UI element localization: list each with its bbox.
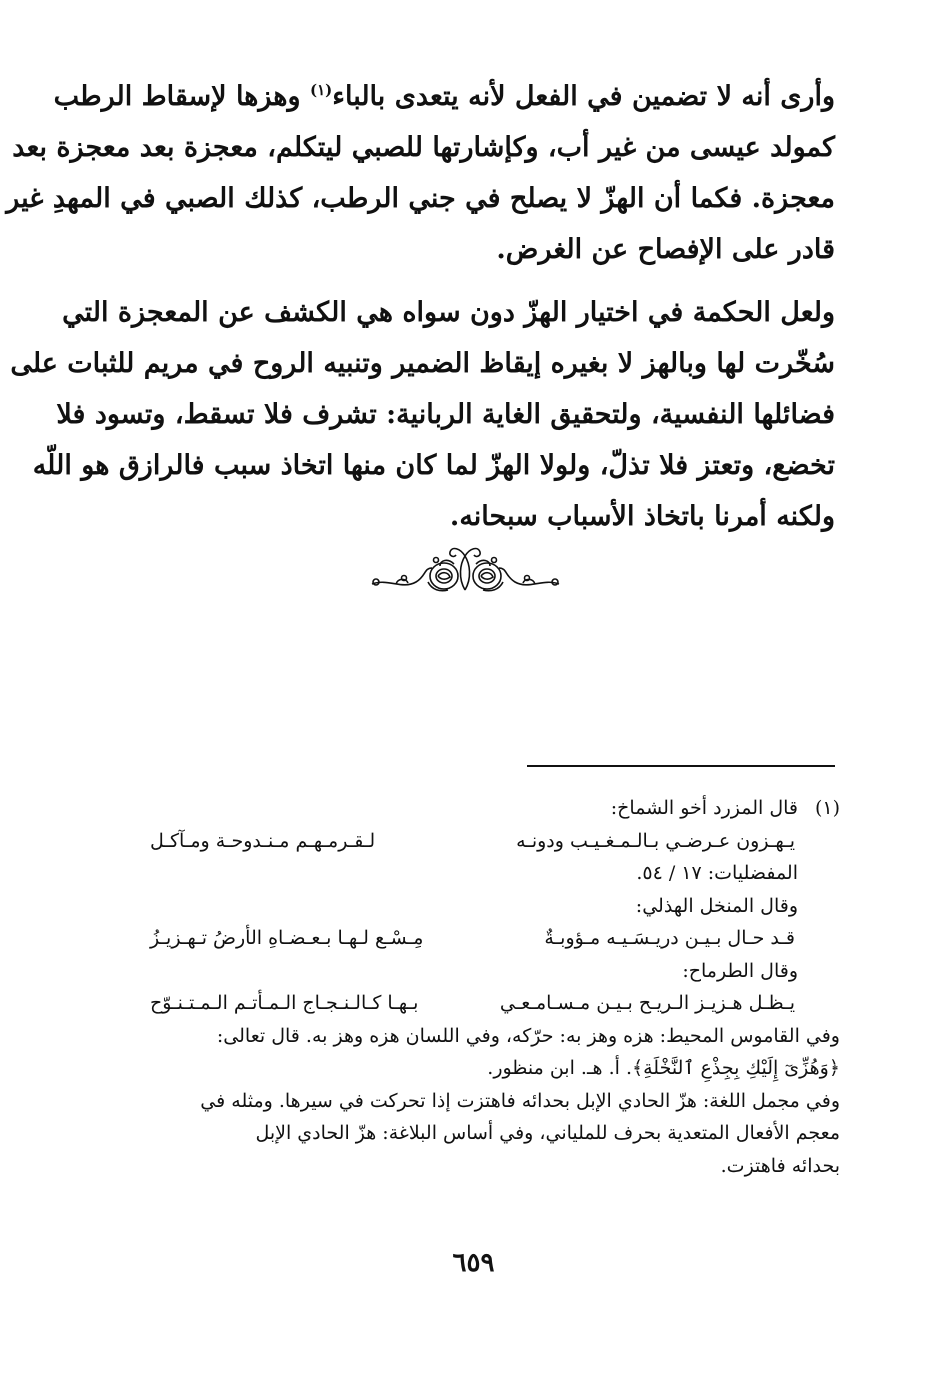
- footnote-qamus: وفي القاموس المحيط: هزه وهز به: حرّكه، وفي اللسان هزه وهز به. قال تعالى:: [216, 1024, 840, 1047]
- footnote-mujmal-line-3: بحدائه فاهتزت.: [720, 1154, 840, 1177]
- paragraph-2-line-5: ولكنه أمرنا باتخاذ الأسباب سبحانه.: [449, 501, 835, 532]
- footnote-intro-3: وقال الطرماح:: [682, 959, 798, 982]
- paragraph-2-line-1: ولعل الحكمة في اختيار الهزّ دون سواه هي الكشف عن المعجزة التي: [62, 297, 835, 328]
- footnote-source-1: المفضليات: ١٧ / ٥٤.: [636, 862, 798, 884]
- footnote-intro-2: وقال المنخل الهذلي:: [635, 894, 798, 917]
- paragraph-2: [10, 287, 835, 542]
- footnote-1-intro: (١)قال المزرد أخو الشماخ:: [95, 792, 840, 825]
- paragraph-1: [6, 71, 835, 275]
- verse-3-second-hemistich: بـهـا كـالـنـجـاج الـمـأتـم الـمـتـنـوّح: [150, 992, 419, 1014]
- paragraph-1-line-2: كمولد عيسى من غير أب، وكإشارتها للصبي ليتكلم، معجزة بعد معجزة بعد: [12, 132, 835, 163]
- footnote-marker: (١): [309, 81, 333, 99]
- footnote-mujmal-line-1: وفي مجمل اللغة: هزّ الحادي الإبل بحدائه فاهتزت إذا تحركت في سيرها. ومثله في: [200, 1089, 840, 1112]
- verse-1-second-hemistich: لـقـرمـهـم مـنـدوحـة ومـآكـل: [150, 829, 376, 852]
- verse-3: [95, 987, 840, 1020]
- paragraph-1-line-1: وأرى أنه لا تضمين في الفعل لأنه يتعدى بالباء$^{(١)}$ وهزها لإسقاط الرطب: [53, 81, 835, 112]
- floral-ornament-icon: [368, 538, 563, 600]
- verse-2-first-hemistich: قـد حـال بـيـن دريـسَـيـه مـؤوبـةٌ: [544, 927, 795, 949]
- verse-1-first-hemistich: يـهـزون عـرضـي بـالـمـغـيـب ودونـه: [516, 829, 795, 852]
- footnotes: [95, 792, 840, 1182]
- verse-2: [95, 922, 840, 955]
- verse-1: [95, 825, 840, 858]
- paragraph-2-line-4: تخضع، وتعتز فلا تذلّ، ولولا الهزّ لما كان منها اتخاذ سبب فالرازق هو اللّه: [32, 450, 835, 481]
- paragraph-1-line-4: قادر على الإفصاح عن الغرض.: [496, 234, 835, 265]
- verse-2-second-hemistich: مِـسْـع لـهـا بـعـضـاهِ الأرضُ تـهـزيـزُ: [150, 927, 424, 949]
- footnote-mujmal-line-2: معجم الأفعال المتعدية بحرف للملياني، وفي أساس البلاغة: هزّ الحادي الإبل: [255, 1122, 840, 1144]
- paragraph-2-line-3: فضائلها النفسية، ولتحقيق الغاية الربانية: تشرف فلا تسقط، وتسود فلا: [56, 399, 835, 430]
- footnote-quran: ﴿وَهُزِّىٓ إِلَيْكِ بِجِذْعِ ٱلنَّخْلَةِ﴾. أ. هـ. ابن منظور.: [487, 1057, 840, 1079]
- footnote-separator: [527, 765, 835, 767]
- page-number: ٦٥٩: [452, 1248, 495, 1278]
- verse-3-first-hemistich: يـظـل هـزيـز الـريـح بـيـن مـسـامـعـي: [499, 992, 795, 1014]
- paragraph-2-line-2: سُخّرت لها وبالهز لا بغيره إيقاظ الضمير وتنبيه الروح في مريم للثبات على: [10, 348, 835, 379]
- paragraph-1-line-3: معجزة. فكما أن الهزّ لا يصلح في جني الرطب، كذلك الصبي في المهدِ غير: [6, 183, 835, 214]
- footnote-number: (١): [814, 797, 840, 819]
